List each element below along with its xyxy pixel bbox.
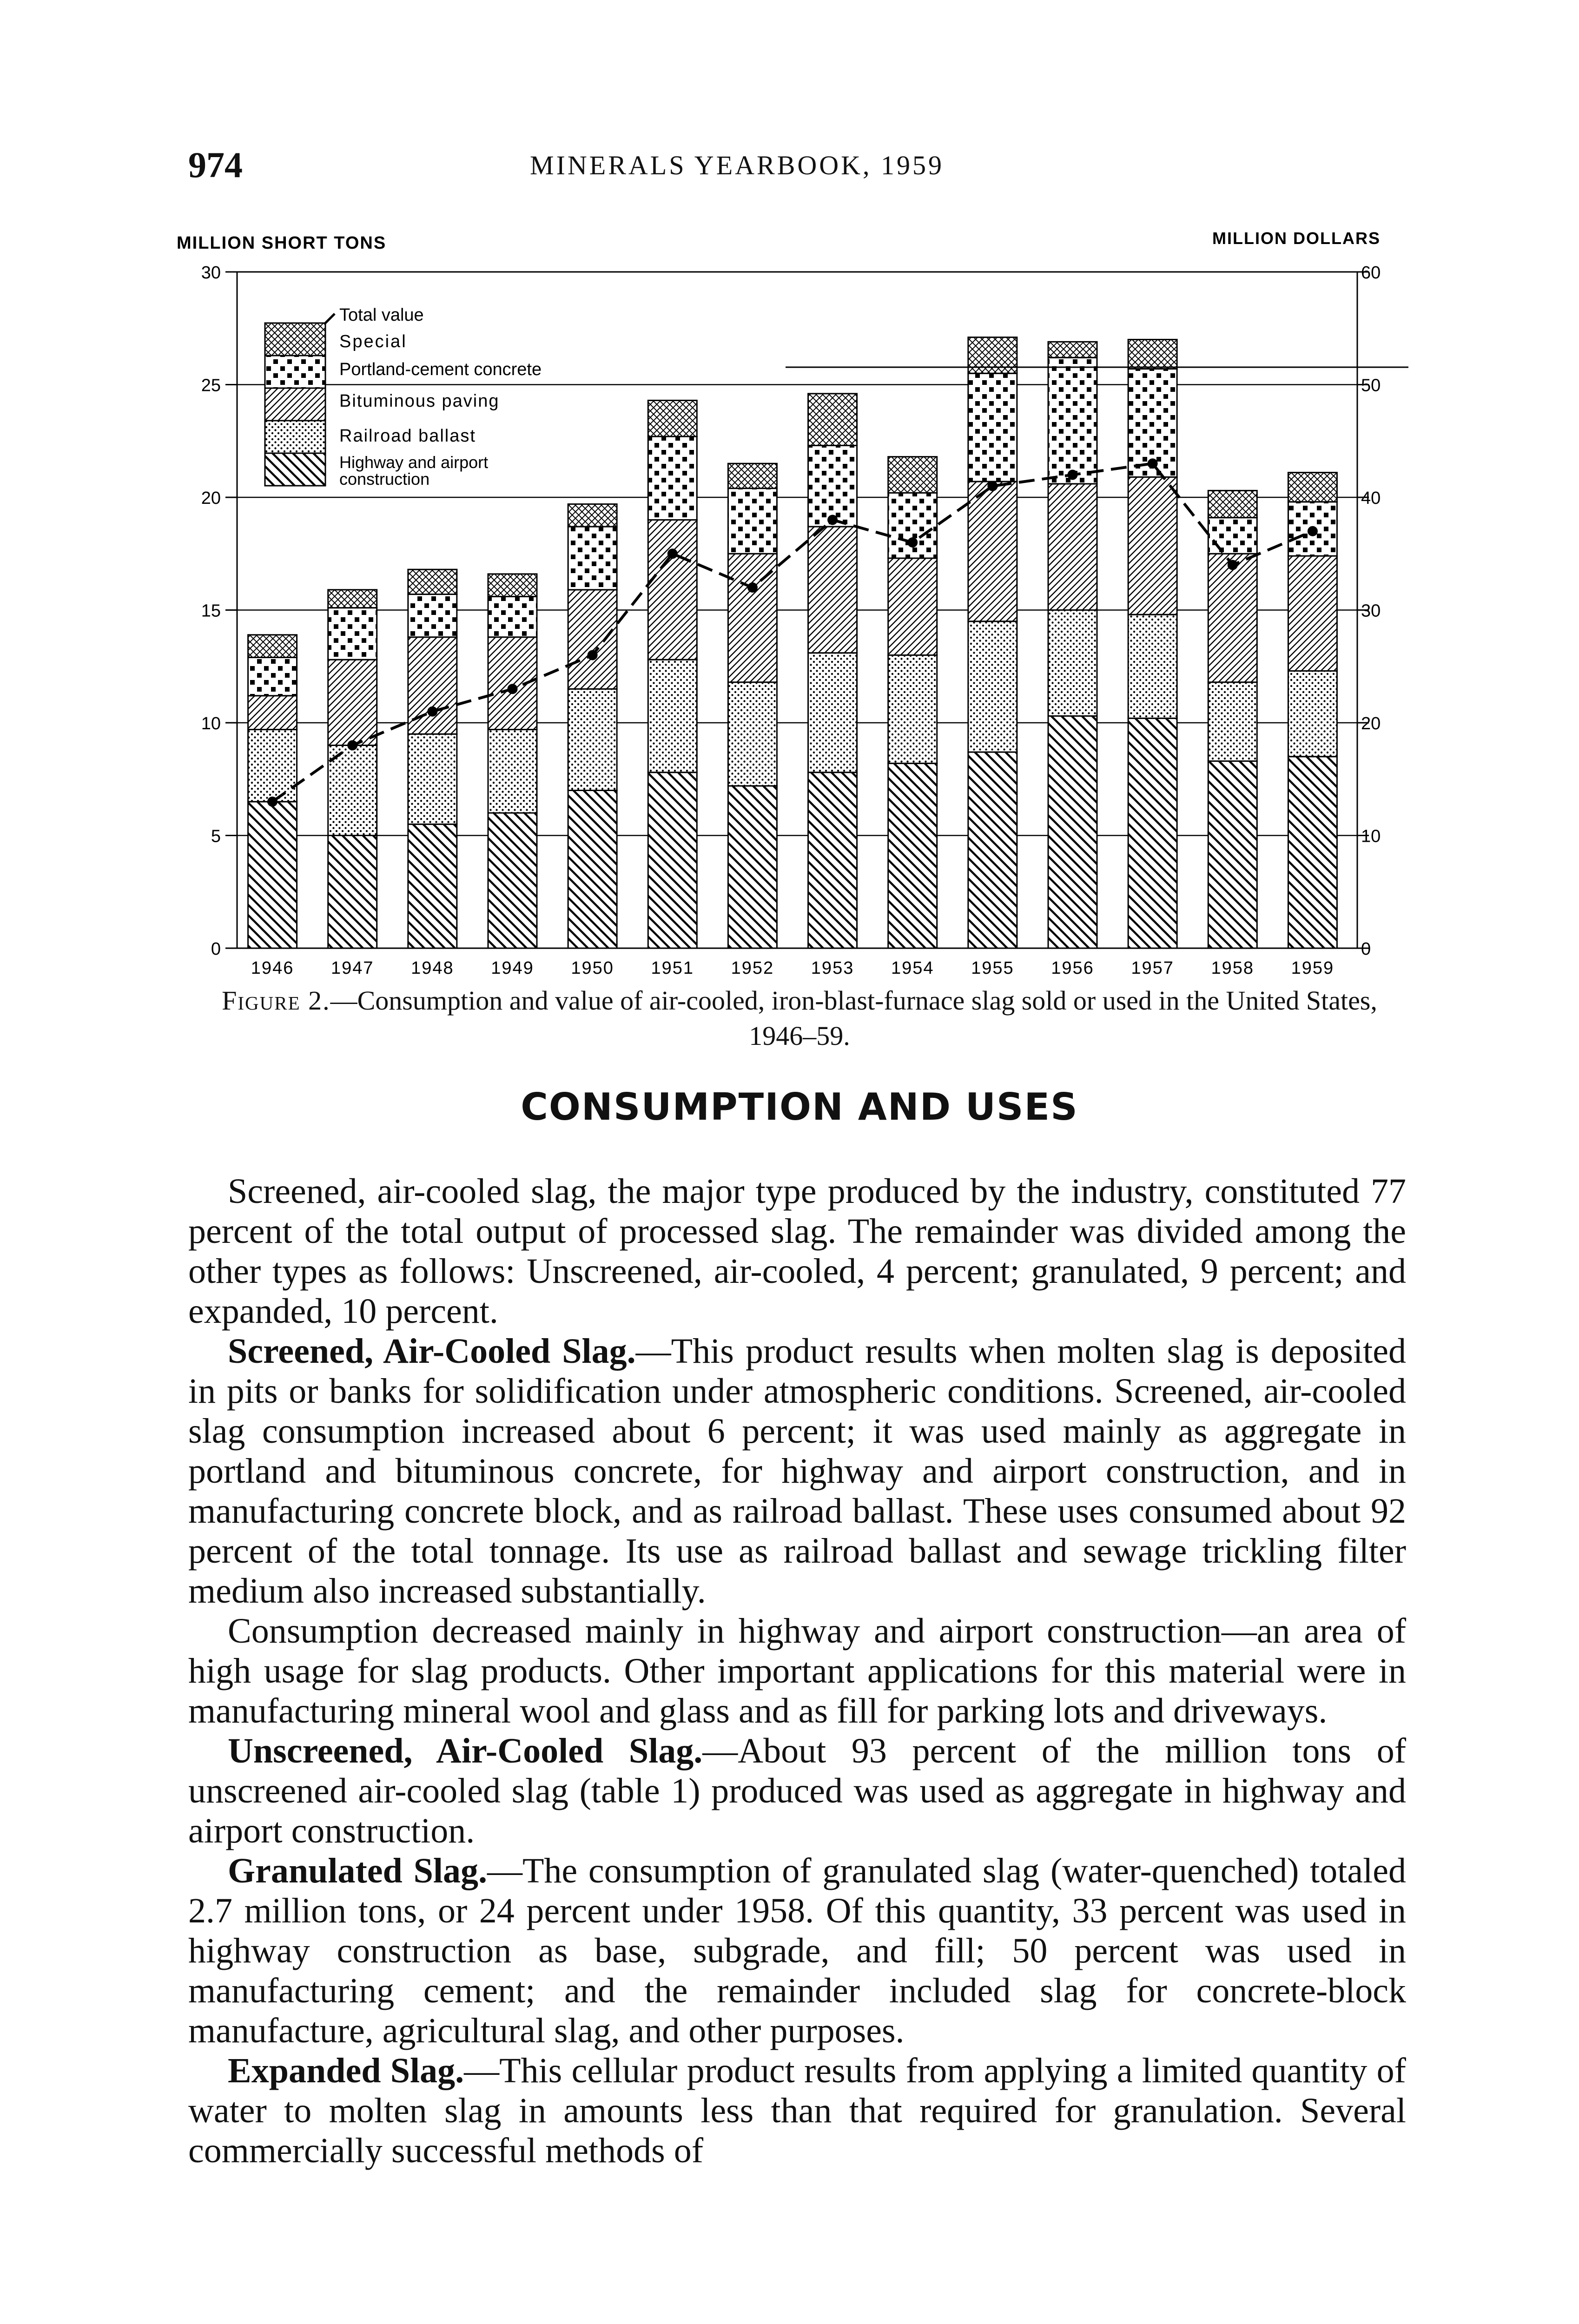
bar-segment [648, 436, 697, 520]
left-tick-label: 30 [201, 263, 221, 283]
bar-segment [888, 493, 937, 558]
left-tick-label: 5 [211, 826, 221, 846]
total-value-point [667, 548, 678, 559]
bar-segment [248, 657, 297, 695]
bar-segment [568, 527, 617, 590]
bar-segment [728, 463, 777, 488]
x-tick-label: 1952 [731, 958, 774, 978]
left-tick-label: 10 [201, 714, 221, 733]
total-value-point [1308, 526, 1318, 536]
bar-segment [1048, 357, 1097, 484]
bar-segment [1288, 757, 1337, 948]
total-value-point [1068, 470, 1078, 480]
paragraph-lead: Screened, Air-Cooled Slag. [228, 1332, 636, 1371]
bar-segment [648, 660, 697, 772]
bar-segment [328, 590, 377, 608]
legend-label-highway [339, 453, 493, 489]
x-tick-label: 1950 [571, 958, 614, 978]
bar-segment [1208, 490, 1257, 517]
bar-segment [1048, 610, 1097, 716]
left-tick-label: 15 [201, 601, 221, 621]
x-tick-label: 1949 [491, 958, 534, 978]
legend-label-bituminous: Bituminous paving [339, 391, 500, 411]
left-axis-title: MILLION SHORT TONS [177, 233, 387, 253]
legend-swatch-bituminous [265, 388, 325, 421]
bar-segment [1128, 614, 1177, 718]
left-tick-label: 25 [201, 376, 221, 396]
x-tick-label: 1955 [971, 958, 1014, 978]
bar-segment [648, 400, 697, 436]
total-value-point [347, 740, 357, 751]
bar-segment [1128, 477, 1177, 614]
bar-segment [408, 734, 457, 824]
bar-segment [968, 621, 1017, 752]
bar-segment [568, 791, 617, 949]
paragraph-screened: Screened, Air-Cooled Slag.—This product results when molten slag is deposited in pits or banks for solidification under atmospheric conditions. Screened, air-cooled slag consumption increased about 6 percent; it was used mainly as aggregate in portland and bituminous concrete, for highway and airport construction, and in manufacturing concrete block, and as railroad ballast. These uses consumed about 92 percent of the total tonnage. Its use as railroad ballast and sewage trickling filter medium also increased substantially. [188, 1332, 1406, 1611]
legend-label-highway-line2: construction [339, 469, 430, 489]
bar-segment [1288, 556, 1337, 671]
x-tick-label: 1957 [1131, 958, 1174, 978]
paragraph: Consumption decreased mainly in highway and airport construction—an area of high usage for slag products. Other important applications for this material were in manufacturing mineral wool and glass and as fill for parking lots and driveways. [188, 1611, 1406, 1730]
total-value-point [1148, 458, 1158, 469]
legend-swatch-special [265, 323, 325, 356]
paragraph-expanded: Expanded Slag.—This cellular product results from applying a limited quantity of water to molten slag in amounts less than that required for granulation. Several commercially successful methods of [188, 2051, 1406, 2170]
bar-segment [968, 482, 1017, 621]
bar-segment [1208, 554, 1257, 682]
figure-caption-text: —Consumption and value of air-cooled, iron-blast-furnace slag sold or used in the United States, 1946–59. [330, 985, 1377, 1051]
bar-segment [568, 689, 617, 790]
bar-segment [728, 489, 777, 554]
x-tick-label: 1951 [651, 958, 694, 978]
bar-segment [808, 394, 857, 446]
right-tick-label: 20 [1361, 714, 1381, 733]
bar-segment [1128, 340, 1177, 369]
bar-segment [488, 637, 537, 730]
bar-segment [248, 635, 297, 658]
right-tick-label: 40 [1361, 489, 1381, 508]
bar-segment [488, 730, 537, 813]
bar-segment [568, 504, 617, 527]
bar-segment [328, 608, 377, 660]
legend-label-portland-cement: Portland-cement concrete [339, 360, 542, 379]
figure-caption-label: Figure 2. [222, 985, 330, 1016]
right-tick-label: 50 [1361, 376, 1381, 396]
bar-segment [408, 824, 457, 948]
bar-segment [808, 527, 857, 653]
bar-segment [888, 763, 937, 948]
bar-segment [408, 569, 457, 594]
x-tick-label: 1946 [251, 958, 294, 978]
bar-segment [968, 337, 1017, 374]
bar-segment [888, 655, 937, 764]
total-value-point [1228, 560, 1238, 570]
total-value-point [907, 537, 918, 548]
total-value-point [588, 650, 598, 660]
paragraph-granulated: Granulated Slag.—The consumption of granulated slag (water-quenched) totaled 2.7 million tons, or 24 percent under 1958. Of this quantity, 33 percent was used in highway construction as base, subgrade, and fill; 50 percent was used in manufacturing cement; and the remainder included slag for concrete-block manufacture, agricultural slag, and other purposes. [188, 1851, 1406, 2050]
left-tick-label: 20 [201, 489, 221, 508]
paragraph: Screened, air-cooled slag, the major type produced by the industry, constituted 77 percent of the total output of processed slag. The remainder was divided among the other types as follows: Unscreened, air-cooled, 4 percent; granulated, 9 percent; and expanded, 10 percent. [188, 1172, 1406, 1331]
right-tick-label: 30 [1361, 601, 1381, 621]
bar-segment [888, 558, 937, 655]
bar-segment [248, 696, 297, 730]
legend-label-special: Special [339, 332, 407, 351]
bar-segment [248, 802, 297, 948]
x-tick-label: 1954 [891, 958, 934, 978]
x-tick-label: 1956 [1051, 958, 1094, 978]
right-tick-label: 0 [1361, 939, 1371, 959]
total-value-point [267, 797, 277, 807]
bar-segment [488, 574, 537, 597]
page-number: 974 [188, 145, 243, 185]
bar-segment [648, 772, 697, 948]
slag-consumption-chart [172, 225, 1408, 988]
bar-segment [1208, 761, 1257, 948]
bar-segment [728, 786, 777, 948]
x-tick-label: 1947 [330, 958, 374, 978]
bar-segment [968, 373, 1017, 482]
body-text [188, 1171, 1406, 2171]
bar-segment [728, 682, 777, 786]
bar-segment [1208, 518, 1257, 554]
bar-segment [328, 836, 377, 949]
left-tick-label: 0 [211, 939, 221, 959]
total-value-point [987, 481, 998, 491]
bar-segment [408, 594, 457, 637]
legend-label-highway-line1: Highway and airport [339, 453, 489, 472]
bar-segment [1048, 716, 1097, 948]
bar-segment [648, 520, 697, 660]
x-tick-label: 1959 [1291, 958, 1335, 978]
bar-segment [328, 660, 377, 745]
bar-segment [888, 457, 937, 493]
right-tick-label: 60 [1361, 263, 1381, 283]
legend-label-total-value: Total value [339, 305, 424, 325]
bar-segment [808, 772, 857, 948]
bar-segment [808, 653, 857, 772]
paragraph-lead: Expanded Slag. [228, 2051, 464, 2090]
bar-segment [1208, 682, 1257, 761]
figure-caption [191, 983, 1408, 1054]
right-tick-label: 10 [1361, 826, 1381, 846]
bar-segment [808, 445, 857, 527]
paragraph-lead: Granulated Slag. [228, 1851, 487, 1890]
paragraph-unscreened: Unscreened, Air-Cooled Slag.—About 93 percent of the million tons of unscreened air-cooled slag (table 1) produced was used as aggregate in highway and airport construction. [188, 1731, 1406, 1850]
bar-segment [568, 590, 617, 689]
bar-segment [1048, 342, 1097, 357]
section-title: CONSUMPTION AND USES [521, 1085, 1078, 1129]
total-value-point [427, 706, 437, 717]
bar-segment [1048, 484, 1097, 610]
bar-segment [248, 730, 297, 802]
bar-segment [1288, 473, 1337, 502]
running-title: MINERALS YEARBOOK, 1959 [530, 150, 945, 180]
legend-swatch-highway [265, 453, 325, 486]
total-value-point [827, 515, 838, 525]
paragraph-lead: Unscreened, Air-Cooled Slag. [228, 1731, 703, 1770]
right-axis-title: MILLION DOLLARS [1212, 229, 1381, 248]
bar-segment [488, 596, 537, 637]
page-header [0, 139, 1579, 191]
bar-segment [968, 752, 1017, 948]
total-value-point [747, 582, 758, 593]
bar-segment [488, 813, 537, 948]
legend-swatch-railroad-ballast [265, 421, 325, 453]
x-tick-label: 1958 [1211, 958, 1255, 978]
bar-segment [1288, 671, 1337, 756]
x-tick-label: 1948 [411, 958, 454, 978]
total-value-point [508, 684, 518, 694]
x-tick-label: 1953 [811, 958, 854, 978]
bar-segment [1128, 718, 1177, 948]
legend-swatch-portland-cement [265, 356, 325, 388]
legend-label-railroad-ballast: Railroad ballast [339, 426, 476, 446]
